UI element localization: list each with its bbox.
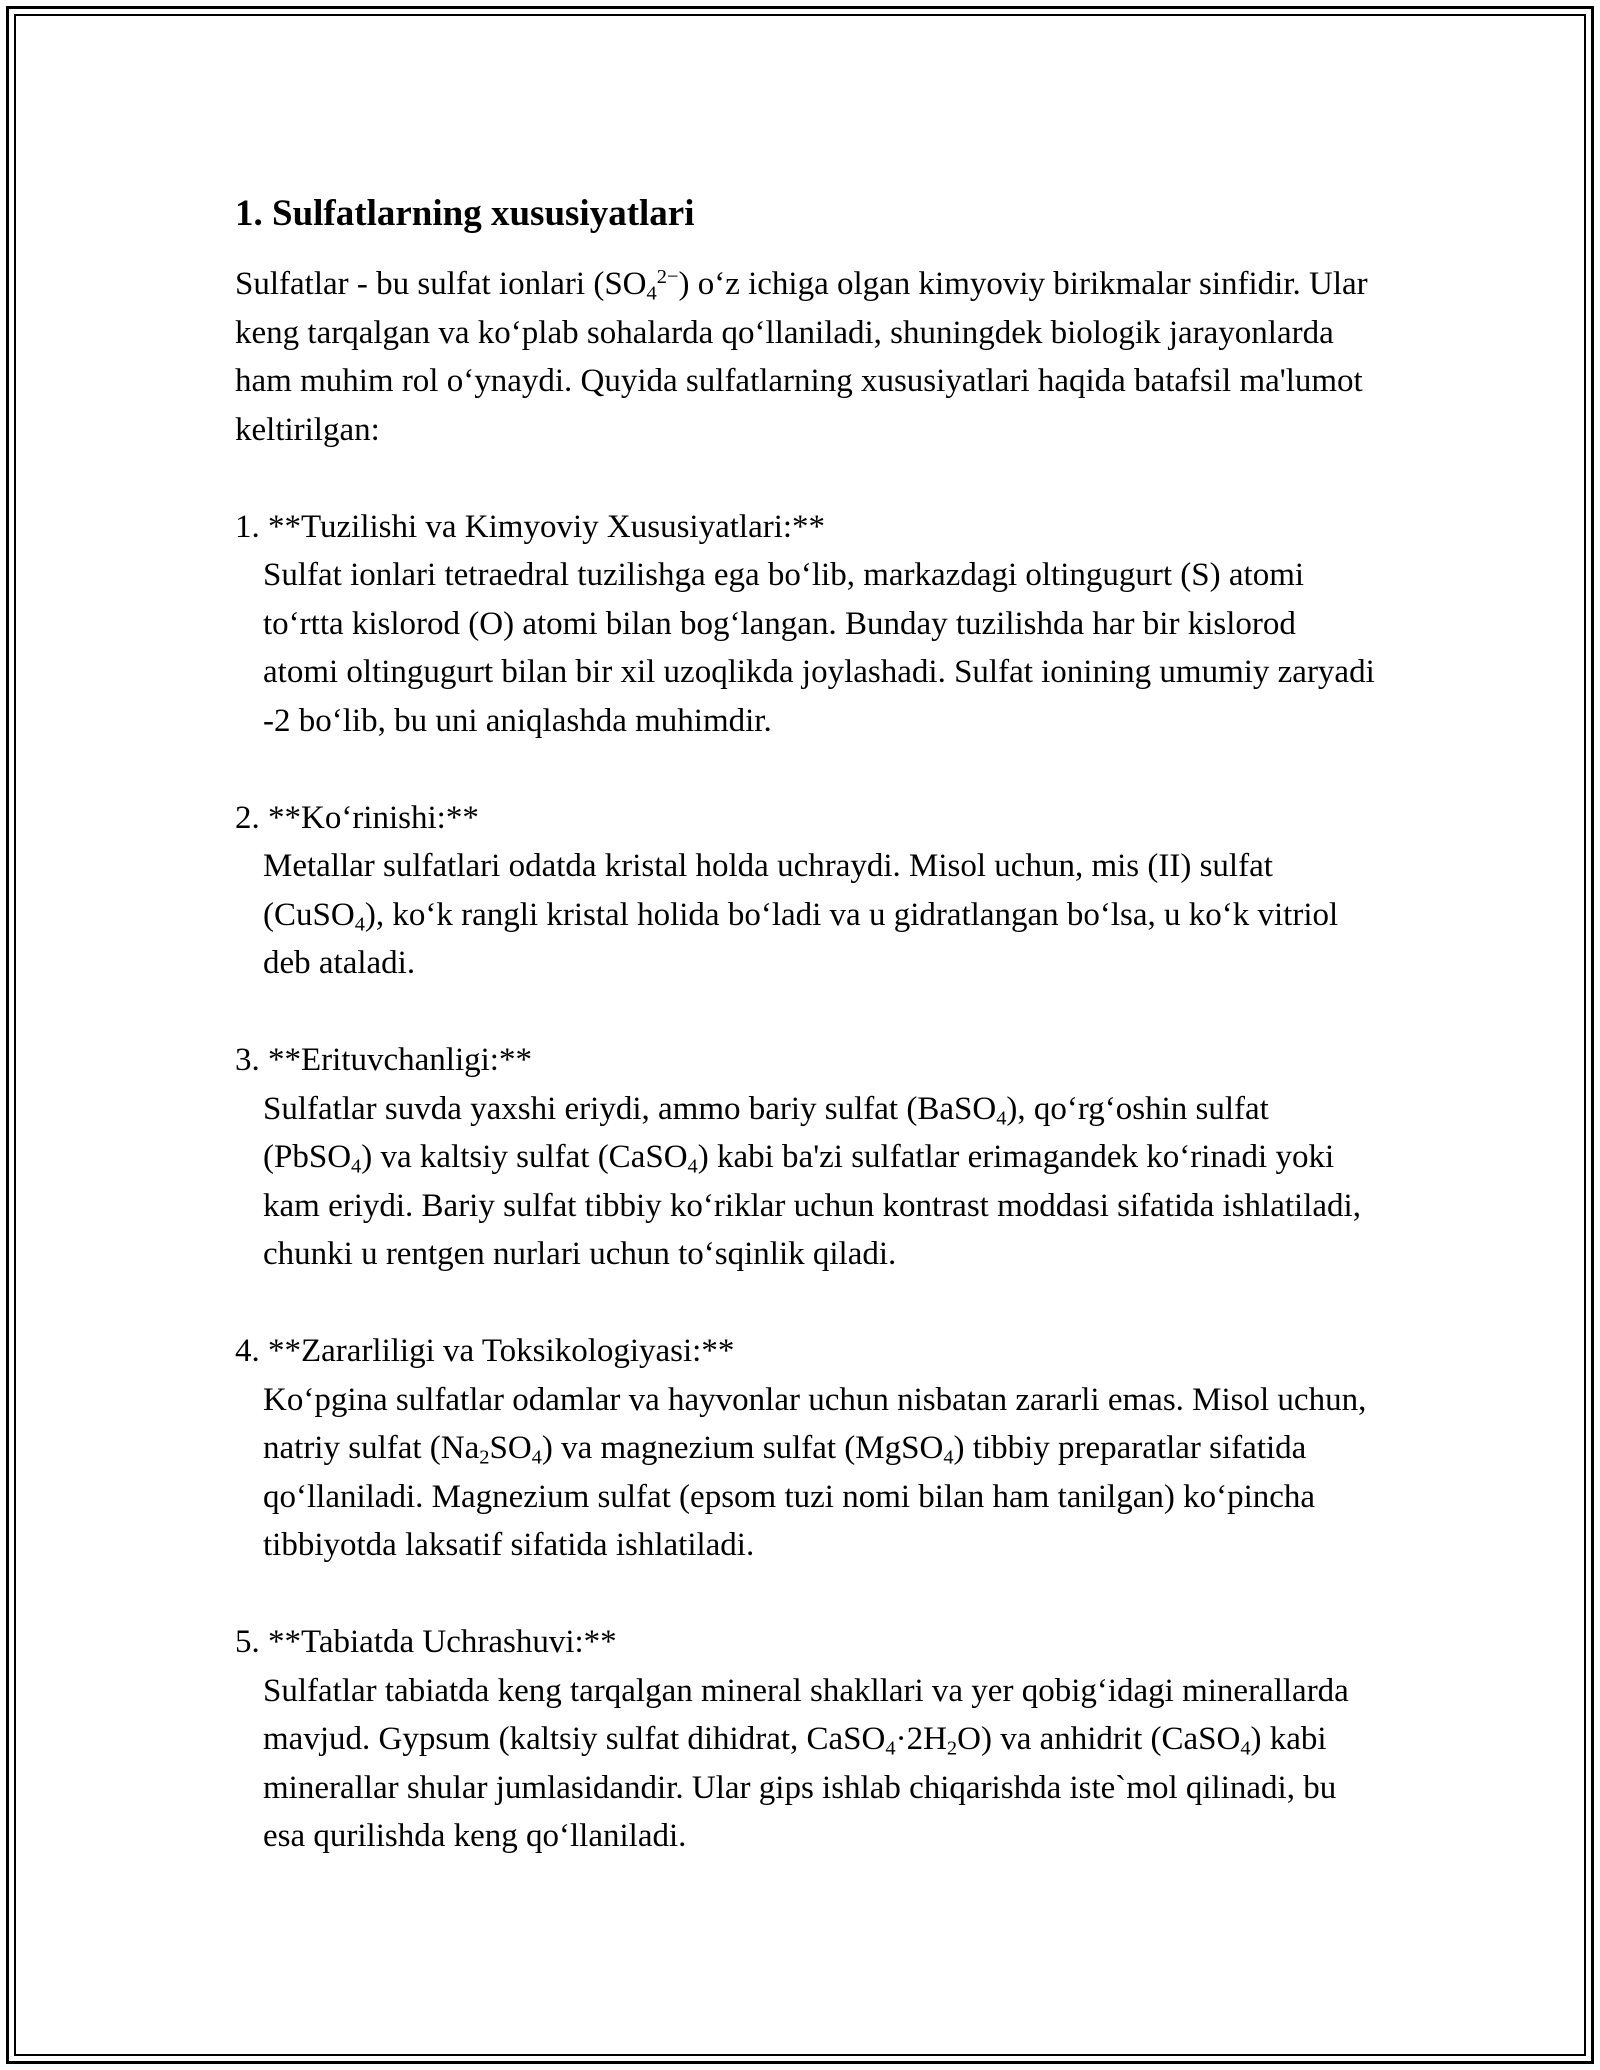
section-heading: 4. **Zararliligi va Toksikologiyasi:** (235, 1333, 735, 1369)
section-appearance (235, 794, 1375, 988)
subscript: 4 (885, 1737, 896, 1760)
text-run: Metallar sulfatlari odatda kristal holda uchraydi. Misol uchun, mis (II) sulfat (CuSO (263, 848, 1273, 933)
text-run: ), qo‘rg‘oshin sulfat (PbSO (263, 1090, 1269, 1175)
subscript: 4 (531, 1446, 542, 1469)
section-text (235, 1667, 1375, 1861)
section-toxicology (235, 1327, 1375, 1570)
section-text: Sulfat ionlari tetraedral tuzilishga ega bo‘lib, markazdagi oltingugurt (S) atomi to‘rtta kislorod (O) atomi bilan bog‘langan. Bunday tuzilishda har bir kislorod atomi oltingugurt bilan bir xil uzoqlikda joylashadi. Sulfat ionining umumiy zaryadi -2 bo‘lib, bu uni aniqlashda muhimdir. (263, 557, 1375, 739)
section-occurrence (235, 1618, 1375, 1861)
text-run: Ko‘pgina sulfatlar odamlar va hayvonlar uchun nisbatan zararli emas. Misol uchun, natriy sulfat (Na (263, 1381, 1367, 1466)
section-solubility (235, 1036, 1375, 1279)
subscript: 4 (687, 1155, 698, 1178)
subscript: 4 (354, 913, 365, 936)
text-run: ) kabi minerallar shular jumlasidandir. Ular gips ishlab chiqarishda iste`mol qilinadi, bu esa qurilishda keng qo‘llaniladi. (263, 1721, 1337, 1854)
subscript: 4 (351, 1155, 362, 1178)
text-run: ) tibbiy preparatlar sifatida qo‘llaniladi. Magnezium sulfat (epsom tuzi nomi bilan ham tanilgan) ko‘pincha tibbiyotda laksatif sifatida ishlatiladi. (263, 1430, 1316, 1563)
section-heading: 5. **Tabiatda Uchrashuvi:** (235, 1624, 617, 1660)
sulfate-ion-formula (604, 265, 679, 305)
section-heading: 2. **Ko‘rinishi:** (235, 799, 479, 836)
subscript: 2 (479, 1446, 490, 1469)
document-title: 1. Sulfatlarning xususiyatlari (235, 193, 695, 234)
text-run: ·2H (895, 1721, 947, 1757)
intro-text-end: ) o‘z ichiga olgan kimyoviy birikmalar sinfidir. Ular keng tarqalgan va ko‘plab sohalarda qo‘llaniladi, shuningdek biologik jarayonlarda ham muhim rol o‘ynaydi. Quyida sulfatlarning xususiyatlari haqida batafsil ma'lumot keltirilgan: (235, 266, 1368, 448)
ion-charge: 2− (656, 265, 679, 288)
subscript: 4 (996, 1107, 1007, 1130)
ion-subscript: 4 (646, 282, 657, 305)
text-run: SO (489, 1430, 532, 1466)
section-structure (235, 503, 1375, 746)
section-heading: 3. **Erituvchanligi:** (235, 1042, 532, 1078)
text-run: ) kabi ba'zi sulfatlar erimagandek ko‘rinadi yoki kam eriydi. Bariy sulfat tibbiy ko‘riklar uchun kontrast moddasi sifatida ishlatiladi, chunki u rentgen nurlari uchun to‘sqinlik qiladi. (263, 1139, 1361, 1272)
text-run: ) va kaltsiy sulfat (CaSO (361, 1139, 688, 1175)
document-body (235, 186, 1375, 1861)
text-run: O) va anhidrit (CaSO (957, 1721, 1241, 1757)
intro-text-start: Sulfatlar - bu sulfat ionlari ( (235, 266, 605, 302)
text-run: Sulfatlar suvda yaxshi eriydi, ammo bariy sulfat (BaSO (263, 1090, 997, 1127)
subscript: 4 (943, 1446, 954, 1469)
subscript: 4 (1240, 1737, 1251, 1760)
subscript: 2 (946, 1737, 958, 1760)
section-text (235, 1085, 1375, 1279)
text-run: Sulfatlar tabiatda keng tarqalgan mineral shakllari va yer qobig‘idagi minerallarda mavjud. Gypsum (kaltsiy sulfat dihidrat, CaSO (263, 1672, 1349, 1757)
section-heading: 1. **Tuzilishi va Kimyoviy Xususiyatlari:** (235, 508, 826, 545)
text-run: ) va magnezium sulfat (MgSO (541, 1430, 944, 1466)
ion-base: SO (604, 266, 647, 302)
text-run: ), ko‘k rangli kristal holida bo‘ladi va u gidratlangan bo‘lsa, u ko‘k vitriol deb ataladi. (263, 896, 1339, 981)
section-text (235, 842, 1375, 988)
section-text (235, 1376, 1375, 1570)
intro-paragraph (235, 260, 1375, 454)
